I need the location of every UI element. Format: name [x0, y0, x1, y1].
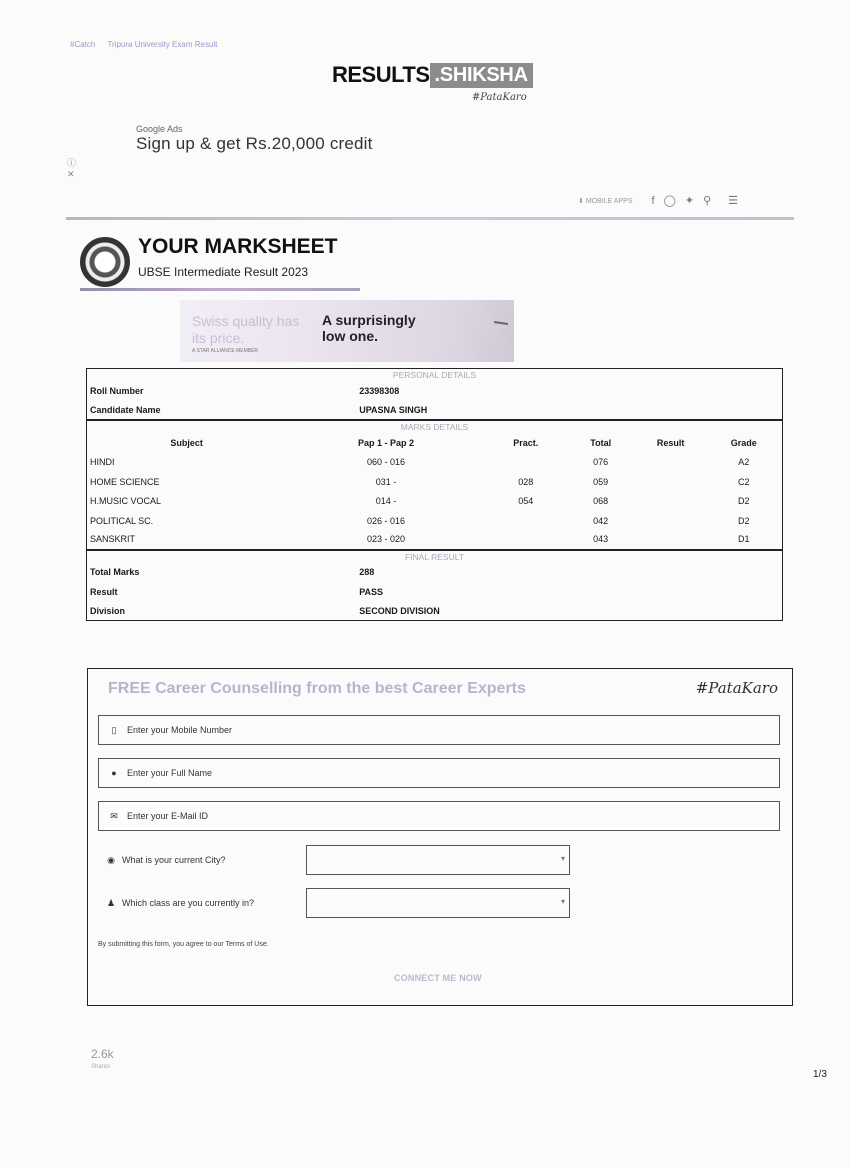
grade-cell: A2: [738, 457, 750, 468]
class-select[interactable]: [306, 888, 570, 918]
logo-shiksha: .SHIKSHA: [430, 63, 533, 88]
email-input[interactable]: [98, 801, 780, 831]
total-cell: 042: [593, 515, 609, 526]
division-label: Division: [90, 605, 126, 616]
phone-icon: ▯: [111, 724, 117, 735]
roll-number-value: 23398308: [359, 386, 400, 397]
page-title: YOUR MARKSHEET: [138, 235, 338, 258]
ad-text[interactable]: Sign up & get Rs.20,000 credit: [136, 134, 373, 153]
division-value: SECOND DIVISION: [359, 605, 440, 616]
user-icon: ●: [111, 768, 117, 778]
col-subject: Subject: [170, 437, 203, 448]
breadcrumb: [70, 40, 227, 49]
col-total: Total: [590, 437, 612, 448]
col-pap: Pap 1 - Pap 2: [358, 437, 415, 448]
city-label-text: What is your current City?: [122, 855, 226, 865]
instagram-icon[interactable]: ◯: [663, 195, 676, 207]
name-placeholder: Enter your Full Name: [127, 768, 213, 778]
result-value: PASS: [359, 586, 384, 597]
result-cell: [636, 453, 706, 472]
terms-text: By submitting this form, you agree to our Terms of Use.: [98, 941, 269, 948]
banner-ad-mark: [494, 321, 508, 325]
ad-info-icon[interactable]: ⓘ: [67, 158, 77, 168]
pract-cell: [486, 453, 566, 472]
grade-cell: D2: [738, 515, 750, 526]
banner-ad-right-text: A surprisingly low one.: [322, 312, 416, 344]
envelope-icon: ✉: [110, 810, 118, 821]
result-cell: [636, 491, 706, 510]
table-row: [87, 472, 783, 491]
form-brand: #PataKaro: [695, 679, 778, 697]
city-select[interactable]: [306, 845, 570, 875]
share-label: Shares: [91, 1064, 111, 1070]
mobile-input[interactable]: [98, 715, 780, 745]
mobile-apps-label: MOBILE APPS: [585, 197, 633, 205]
pap-cell: 060 - 016: [367, 457, 406, 468]
mobile-apps-link[interactable]: ⬇ MOBILE APPS: [578, 197, 633, 205]
email-placeholder: Enter your E-Mail ID: [127, 811, 209, 821]
subject-cell: HINDI: [90, 457, 115, 468]
pap-cell: 031 -: [375, 476, 397, 487]
final-result-heading: FINAL RESULT: [87, 550, 783, 563]
banner-ad[interactable]: [180, 300, 514, 362]
ad-controls: [67, 158, 76, 180]
total-marks-label: Total Marks: [90, 567, 140, 578]
pap-cell: 014 -: [375, 496, 397, 507]
total-cell: 076: [593, 457, 609, 468]
share-count: 2.6k: [91, 1047, 114, 1061]
subject-cell: HOME SCIENCE: [90, 476, 160, 487]
connect-button[interactable]: CONNECT ME NOW: [394, 973, 482, 983]
pap-cell: 026 - 016: [367, 515, 406, 526]
ad-close-icon[interactable]: ✕: [67, 169, 75, 179]
total-marks-value: 288: [359, 567, 375, 578]
pap-cell: 023 - 020: [367, 534, 406, 545]
city-label: [104, 846, 226, 874]
users-icon: ♟: [106, 897, 116, 908]
result-cell: [636, 530, 706, 549]
total-cell: 068: [593, 496, 609, 507]
share-counter[interactable]: [91, 1048, 114, 1074]
result-cell: [636, 511, 706, 530]
header-divider: [66, 217, 794, 220]
banner-ad-small-text: A STAR ALLIANCE MEMBER: [192, 348, 259, 354]
table-row: [87, 453, 783, 472]
form-heading: FREE Career Counselling from the best Career Experts: [108, 680, 526, 697]
title-divider: [80, 288, 360, 291]
page-subtitle: UBSE Intermediate Result 2023: [138, 265, 309, 279]
pract-cell: 054: [518, 496, 534, 507]
subject-cell: SANSKRIT: [90, 534, 136, 545]
banner-ad-left-text: Swiss quality has its price.: [192, 313, 300, 346]
col-result: Result: [656, 437, 685, 448]
personal-details-heading: PERSONAL DETAILS: [392, 370, 477, 381]
pract-cell: 028: [518, 476, 534, 487]
col-grade: Grade: [730, 437, 757, 448]
roll-number-label: Roll Number: [90, 386, 144, 397]
search-icon[interactable]: ⚲: [703, 195, 712, 207]
candidate-name-value: UPASNA SINGH: [359, 405, 428, 416]
subject-cell: POLITICAL SC.: [90, 515, 154, 526]
counselling-form: [87, 668, 793, 1006]
total-cell: 059: [593, 476, 609, 487]
pract-cell: [486, 530, 566, 549]
class-label-text: Which class are you currently in?: [122, 898, 255, 908]
site-logo[interactable]: [332, 62, 533, 103]
ad-label: Google Ads: [136, 124, 183, 134]
grade-cell: C2: [738, 476, 750, 487]
class-label: [104, 889, 254, 917]
table-row: [87, 530, 783, 549]
marksheet-table: [86, 368, 783, 621]
total-cell: 043: [593, 534, 609, 545]
top-nav: [578, 194, 738, 207]
pract-cell: [486, 511, 566, 530]
grade-cell: D2: [738, 496, 750, 507]
logo-tagline: #PataKaro: [471, 92, 527, 103]
table-row: [87, 491, 783, 510]
breadcrumb-current[interactable]: Tripura University Exam Result: [107, 40, 218, 49]
page-number: 1/3: [813, 1069, 827, 1080]
marks-details-heading: MARKS DETAILS: [87, 420, 783, 433]
candidate-name-label: Candidate Name: [90, 405, 161, 416]
logo-results: RESULTS: [332, 62, 430, 87]
result-label: Result: [90, 586, 118, 597]
table-row: [87, 511, 783, 530]
result-cell: [636, 472, 706, 491]
grade-cell: D1: [738, 534, 750, 545]
subject-cell: H.MUSIC VOCAL: [90, 496, 162, 507]
mobile-placeholder: Enter your Mobile Number: [127, 725, 233, 735]
board-seal-icon: [80, 237, 130, 287]
breadcrumb-home[interactable]: #Catch: [70, 40, 96, 49]
twitter-icon[interactable]: ✦: [684, 195, 695, 207]
location-pin-icon: ◉: [107, 854, 115, 865]
menu-icon[interactable]: ☰: [728, 195, 739, 207]
facebook-icon[interactable]: f: [651, 194, 655, 207]
col-pract: Pract.: [513, 437, 539, 448]
full-name-input[interactable]: [98, 758, 780, 788]
